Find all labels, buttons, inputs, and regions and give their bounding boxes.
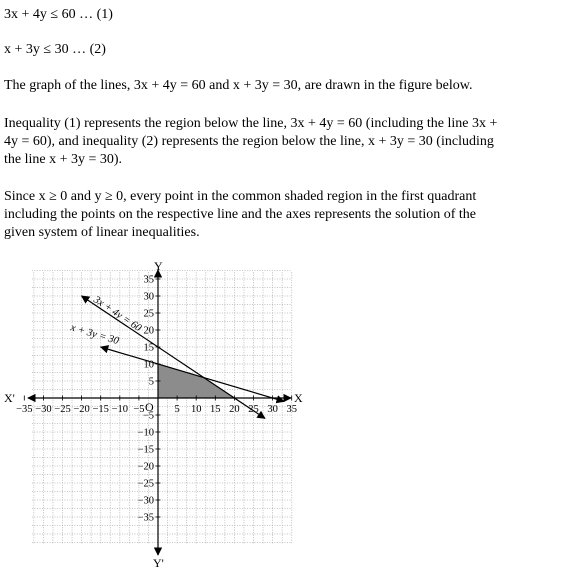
para2-line2: including the points on the respective line and the axes represents the solution of the [4, 207, 476, 222]
x-tick-label: −5 [133, 404, 145, 415]
y-tick-label: 25 [143, 308, 154, 320]
y-tick-label: −10 [137, 427, 154, 439]
x-tick-label: 20 [229, 404, 240, 415]
y-axis-label: Y [154, 259, 163, 273]
x-tick-label: −35 [16, 404, 33, 415]
x-tick-label: −25 [54, 404, 71, 415]
x-tick-label: 10 [190, 404, 202, 415]
series-label: 3x + 4y = 60 [91, 294, 144, 335]
x-tick-label: 30 [267, 404, 278, 415]
x-tick-label: 35 [286, 404, 297, 415]
y-tick-label: −30 [137, 495, 154, 507]
tick-labels [16, 275, 297, 524]
inequality-2: x + 3y ≤ 30 … (2) [4, 42, 106, 57]
y-tick-label: −20 [137, 461, 154, 473]
x-tick-label: −20 [73, 404, 90, 415]
y-tick-label: 15 [143, 342, 154, 354]
y-tick-label: −25 [137, 478, 154, 490]
para2-line1: Since x ≥ 0 and y ≥ 0, every point in the common shaded region in the first quadrant [4, 189, 477, 204]
y-tick-label: 20 [143, 325, 154, 337]
x-tick-label: 5 [174, 404, 180, 415]
y-tick-label: −35 [137, 512, 154, 524]
y-axis-neg-label: Y' [153, 556, 164, 570]
x-axis-label: X [294, 391, 303, 405]
x-tick-label: −15 [92, 404, 109, 415]
para2-line3: given system of linear inequalities. [4, 225, 200, 240]
origin-label: O [145, 400, 154, 414]
y-tick-label: 5 [148, 376, 154, 388]
x-tick-label: −30 [35, 404, 52, 415]
x-tick-label: 15 [210, 404, 221, 415]
y-tick-label: 35 [143, 274, 154, 286]
para1-line2: 4y = 60), and inequality (2) represents the region below the line, x + 3y = 30 (including [4, 134, 494, 149]
para1-line3: the line x + 3y = 30). [4, 152, 123, 167]
x-tick-label: 25 [248, 404, 259, 415]
inequality-1: 3x + 4y ≤ 60 … (1) [4, 7, 113, 22]
y-tick-label: −5 [142, 410, 154, 422]
x-axis-neg-label: X' [4, 391, 15, 405]
series-label: x + 3y = 30 [69, 322, 121, 348]
y-tick-label: 30 [143, 291, 154, 303]
y-tick-label: −15 [137, 444, 154, 456]
para1-line1: Inequality (1) represents the region below the line, 3x + 4y = 60 (including the line 3x + [4, 116, 498, 131]
x-tick-label: −10 [111, 404, 129, 415]
graph-intro: The graph of the lines, 3x + 4y = 60 and x + 3y = 30, are drawn in the figure below. [4, 78, 473, 93]
y-tick-label: 10 [143, 359, 154, 371]
